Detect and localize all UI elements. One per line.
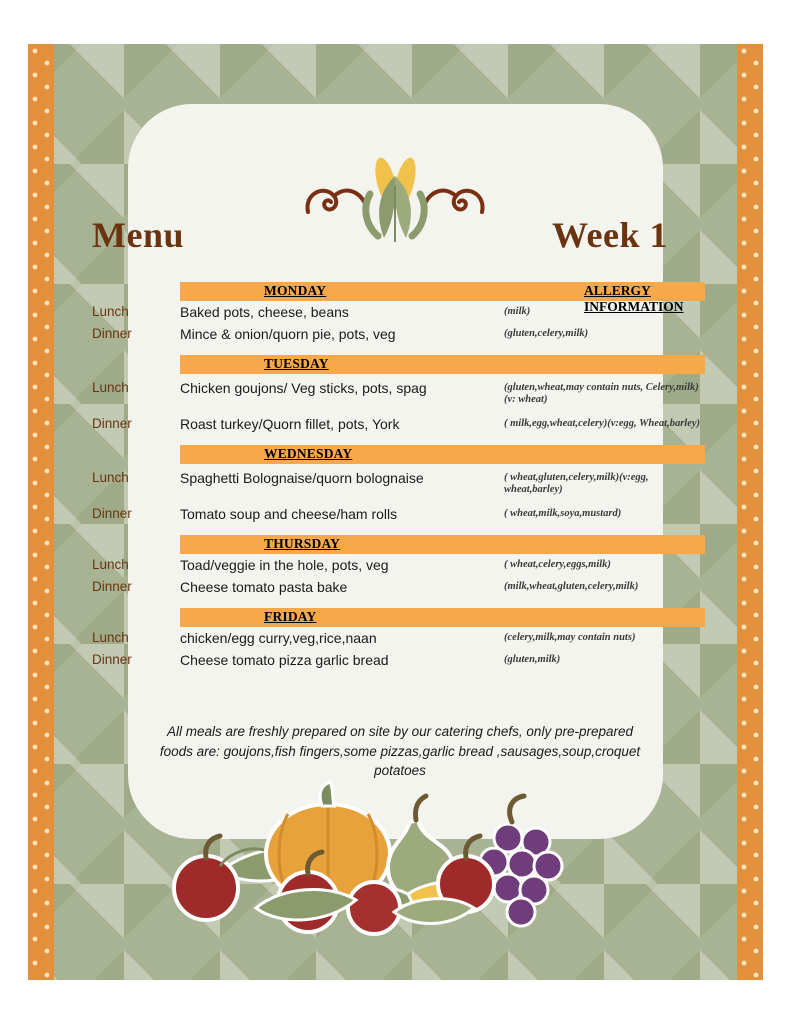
meal-dish: Tomato soup and cheese/ham rolls xyxy=(180,505,398,522)
page-title-week: Week 1 xyxy=(552,215,668,255)
meal-kind: Dinner xyxy=(92,326,132,341)
meal-dish: Baked pots, cheese, beans xyxy=(180,304,349,320)
meal-kind: Dinner xyxy=(92,651,132,667)
footnote-text: All meals are freshly prepared on site by our catering chefs, only pre-prepared foods are: goujons,fish fingers,some pizzas,garlic bread ,sausages,soup,croquet potatoes xyxy=(159,724,641,779)
day-name: TUESDAY xyxy=(264,356,329,371)
spacer xyxy=(84,345,709,355)
day-header-bar xyxy=(180,608,705,627)
meal-kind: Lunch xyxy=(92,469,129,485)
meal-allergy: (milk,wheat,gluten,celery,milk) xyxy=(504,580,639,592)
day-header-bar xyxy=(180,535,705,554)
menu-table xyxy=(84,282,709,671)
header xyxy=(40,190,752,280)
meal-kind: Lunch xyxy=(92,556,129,572)
table-row xyxy=(84,377,709,407)
fruit-illustration xyxy=(160,762,580,937)
meal-dish: Chicken goujons/ Veg sticks, pots, spag xyxy=(180,380,427,396)
spacer xyxy=(84,525,709,535)
day-name: FRIDAY xyxy=(264,608,317,624)
meal-kind: Lunch xyxy=(92,380,129,395)
table-row xyxy=(84,627,709,649)
day-name: MONDAY xyxy=(264,283,327,298)
meal-dish: Cheese tomato pasta bake xyxy=(180,578,348,595)
meal-kind: Dinner xyxy=(92,415,132,431)
table-row xyxy=(84,649,709,671)
meal-allergy: ( milk,egg,wheat,celery)(v:egg, Wheat,barley) xyxy=(504,417,701,429)
meal-kind: Dinner xyxy=(92,578,132,594)
meal-dish: Roast turkey/Quorn fillet, pots, York xyxy=(180,415,400,432)
day-name: WEDNESDAY xyxy=(264,445,353,461)
meal-dish: Toad/veggie in the hole, pots, veg xyxy=(180,556,389,573)
table-row xyxy=(84,554,709,576)
meal-dish: Mince & onion/quorn pie, pots, veg xyxy=(180,326,396,342)
table-row xyxy=(84,323,709,345)
left-dotted-border xyxy=(28,44,54,980)
day-block-monday xyxy=(84,282,709,345)
table-row xyxy=(84,576,709,598)
meal-allergy: ( wheat,celery,eggs,milk) xyxy=(504,558,611,570)
day-block-wednesday xyxy=(84,445,709,525)
day-block-thursday xyxy=(84,535,709,598)
table-row xyxy=(84,503,709,525)
table-row xyxy=(84,301,709,323)
meal-kind: Dinner xyxy=(92,505,132,521)
meal-allergy: (celery,milk,may contain nuts) xyxy=(504,631,636,643)
meal-dish: Spaghetti Bolognaise/quorn bolognaise xyxy=(180,469,424,486)
page-title-menu: Menu xyxy=(92,215,184,255)
meal-kind: Lunch xyxy=(92,629,129,645)
meal-dish: chicken/egg curry,veg,rice,naan xyxy=(180,629,377,646)
meal-allergy: (gluten,wheat,may contain nuts, Celery,milk)(v: wheat) xyxy=(504,382,699,406)
day-block-tuesday xyxy=(84,355,709,435)
meal-dish: Cheese tomato pizza garlic bread xyxy=(180,651,389,668)
day-header-bar xyxy=(180,445,705,464)
right-dotted-border xyxy=(737,44,763,980)
spacer xyxy=(84,435,709,445)
table-row xyxy=(84,467,709,497)
meal-allergy: ( wheat,milk,soya,mustard) xyxy=(504,507,622,519)
meal-allergy: (gluten,milk) xyxy=(504,653,561,665)
meal-allergy: ( wheat,gluten,celery,milk)(v:egg, wheat,barley) xyxy=(504,471,649,496)
meal-kind: Lunch xyxy=(92,304,129,319)
day-name: THURSDAY xyxy=(264,535,341,551)
day-header-bar xyxy=(180,355,705,374)
table-row xyxy=(84,413,709,435)
spacer xyxy=(84,598,709,608)
meal-allergy: (gluten,celery,milk) xyxy=(504,328,589,339)
day-block-friday xyxy=(84,608,709,671)
meal-allergy: (milk) xyxy=(504,306,531,317)
allergy-column-header: ALLERGY INFORMATION xyxy=(584,283,684,314)
